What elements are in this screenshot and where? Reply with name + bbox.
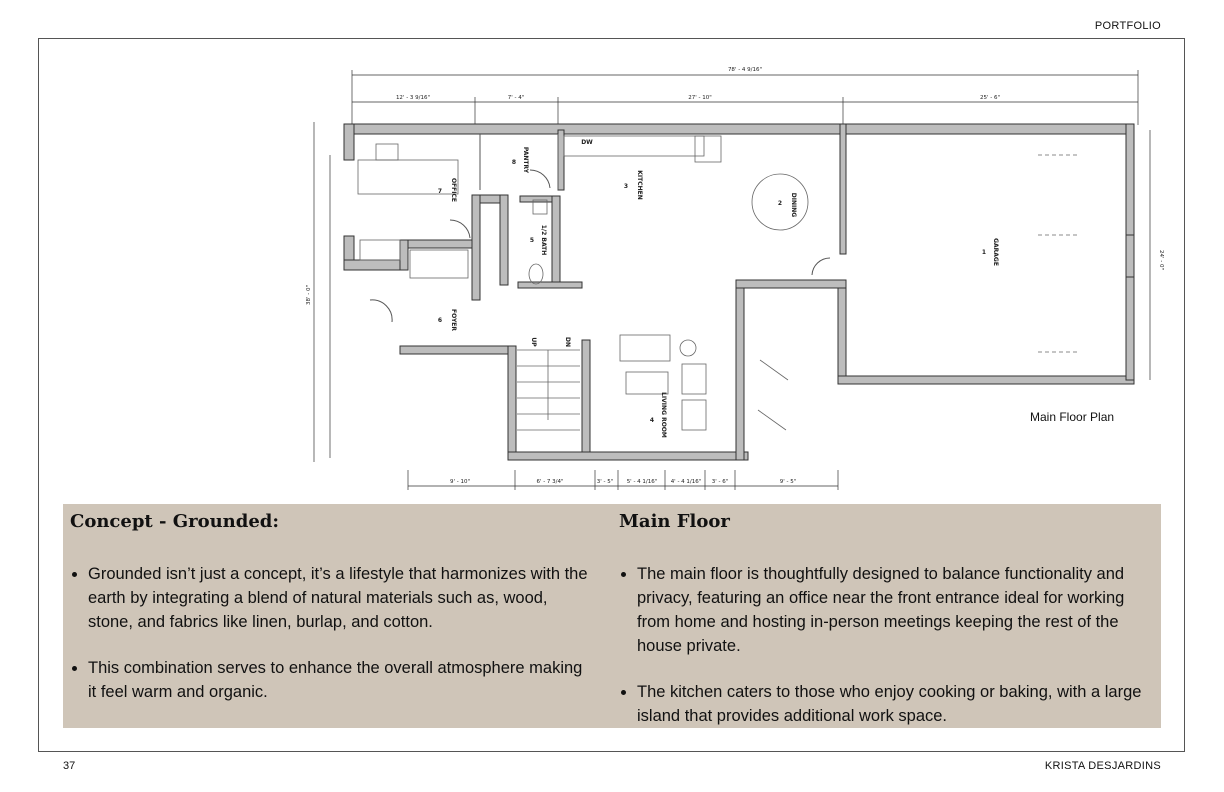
main-floor-column — [619, 504, 1159, 750]
room-label-garage: GARAGE — [992, 238, 999, 266]
dimension-bottom-5: 4' - 4 1/16" — [670, 479, 702, 485]
main-floor-title: Main Floor — [619, 511, 730, 532]
main-floor-bullet-list — [619, 562, 1159, 728]
dimension-bottom-1: 9' - 10" — [449, 479, 471, 485]
main-floor-bullet: • The main floor is thoughtfully designed to balance functionality and privacy, featuring an office near the front entrance ideal for working from home and hosting in-person meetings keeping the rest of the house private. — [637, 562, 1159, 658]
stair-down-label: DN — [564, 336, 571, 348]
portfolio-header-label: PORTFOLIO — [1094, 20, 1161, 32]
room-label-foyer: FOYER — [450, 308, 457, 332]
concept-title: Concept - Grounded: — [70, 511, 280, 532]
dimension-bottom-6: 3' - 6" — [711, 479, 729, 485]
room-number-office: 7 — [437, 188, 443, 195]
stair-up-label: UP — [530, 337, 537, 347]
room-number-dining: 2 — [777, 200, 783, 207]
main-floor-bullet: • The kitchen caters to those who enjoy cooking or baking, with a large island that provides additional work space. — [637, 680, 1159, 728]
room-label-office: OFFICE — [450, 177, 457, 203]
room-number-half-bath: 5 — [529, 237, 535, 244]
room-number-garage: 1 — [981, 249, 987, 256]
dimension-top-3: 27' - 10" — [688, 95, 712, 101]
dimension-bottom-2: 6' - 7 3/4" — [536, 479, 564, 485]
room-label-pantry: PANTRY — [522, 146, 529, 174]
concept-bullet-list — [70, 562, 590, 704]
dimension-bottom-3: 3' - 5" — [596, 479, 614, 485]
dw-label: DW — [581, 139, 593, 146]
description-panel — [63, 504, 1161, 728]
room-number-living-room: 4 — [649, 417, 655, 424]
concept-bullet: • Grounded isn’t just a concept, it’s a lifestyle that harmonizes with the earth by integrating a blend of natural materials such as, wood, stone, and fabrics like linen, burlap, and cotton. — [88, 562, 590, 634]
dimension-overall: 78' - 4 9/16" — [727, 67, 763, 73]
dimension-top-1: 12' - 3 9/16" — [395, 95, 431, 101]
dimension-top-4: 25' - 6" — [979, 95, 1001, 101]
room-number-pantry: 8 — [511, 159, 517, 166]
room-number-kitchen: 3 — [623, 183, 629, 190]
concept-bullet: • This combination serves to enhance the overall atmosphere making it feel warm and organic. — [88, 656, 590, 704]
room-label-dining: DINING — [790, 192, 797, 218]
dimension-top-2: 7' - 4" — [507, 95, 525, 101]
plan-caption: Main Floor Plan — [1030, 410, 1115, 424]
concept-column — [70, 504, 590, 726]
room-number-foyer: 6 — [437, 317, 443, 324]
dimension-right: 24' - 0" — [1158, 249, 1164, 271]
dimension-bottom-7: 9' - 5" — [779, 479, 797, 485]
page-number: 37 — [63, 760, 76, 772]
room-label-half-bath: 1/2 BATH — [540, 224, 547, 256]
room-label-living-room: LIVING ROOM — [660, 392, 667, 438]
room-label-kitchen: KITCHEN — [636, 170, 643, 200]
author-name: KRISTA DESJARDINS — [1044, 760, 1161, 772]
dimension-bottom-4: 5' - 4 1/16" — [626, 479, 658, 485]
main-floor-plan-drawing — [300, 60, 1180, 500]
dimension-left-total: 38' - 0" — [306, 284, 312, 306]
